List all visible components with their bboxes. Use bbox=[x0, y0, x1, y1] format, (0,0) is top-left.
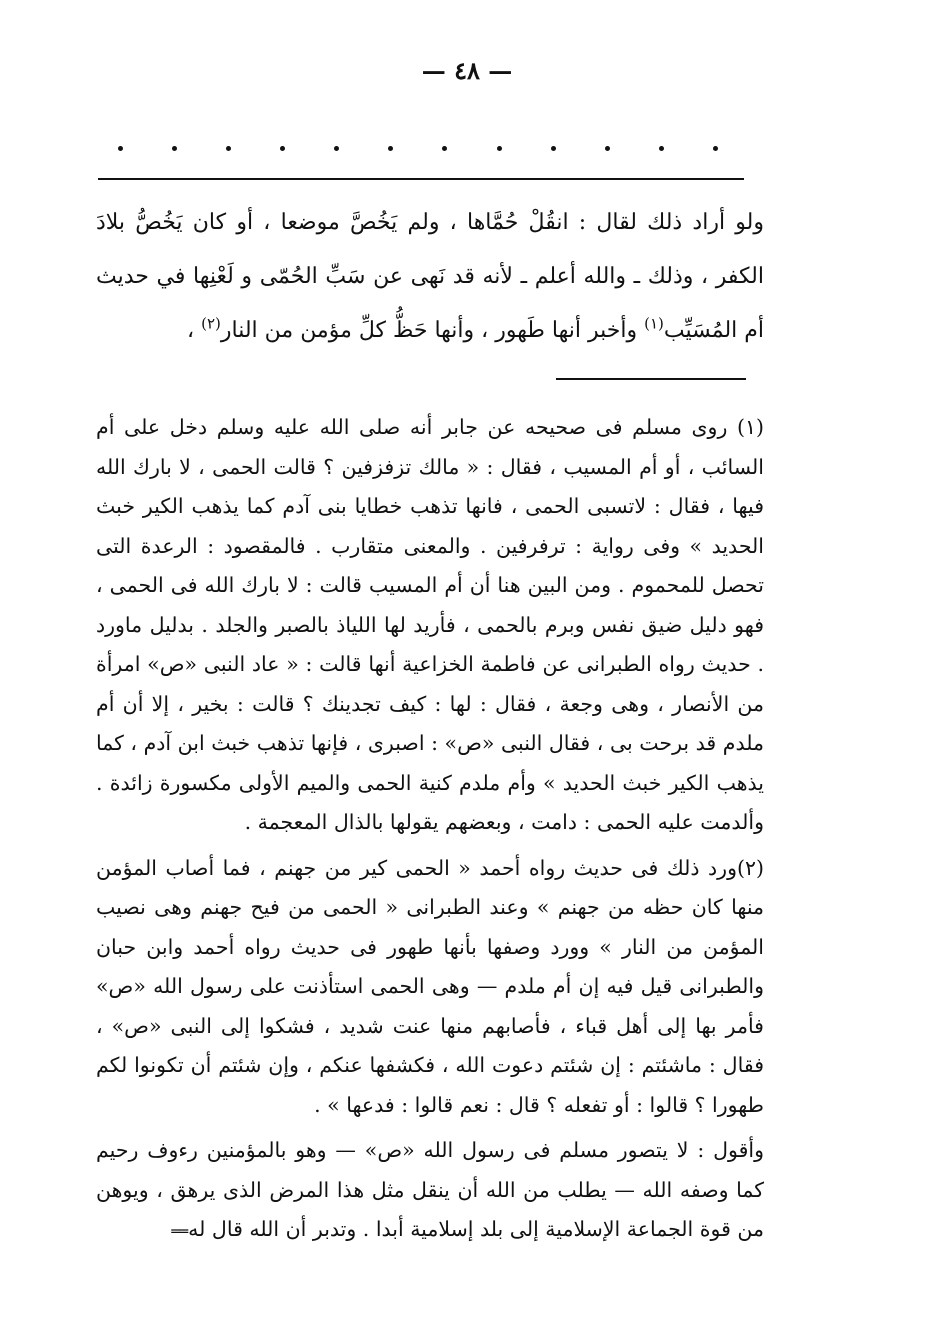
main-text-part: ، bbox=[187, 318, 202, 343]
footnotes-section bbox=[96, 408, 764, 1259]
footnote-2: (٢)ورد ذلك فى حديث رواه أحمد « الحمى كير من جهنم ، فما أصاب المؤمن منها كان حظه من جهنم » وعند الطبرانى « الحمى من فيح جهنم وهى نصيب المؤمن من النار » وورد وصفها بأنها طهور فى حديث رواه أحمد وابن حبان والطبرانى قيل فيه إن أم ملدم — وهى الحمى استأذنت على رسول الله «ص» فأمر بها إلى أهل قباء ، فأصابهم منها عنت شديد ، فشكوا إلى النبى «ص» ، فقال : ماشئتم : إن شئتم دعوت الله ، فكشفها عنكم ، وإن شئتم أن تكونوا لكم طهورا ؟ قالوا : أو تفعله ؟ قال : نعم قالوا : فدعها » . bbox=[96, 855, 764, 1117]
ornament-dot bbox=[172, 146, 177, 151]
ornament-dot bbox=[442, 146, 447, 151]
ornament-dot bbox=[334, 146, 339, 151]
footnote-ref-2[interactable]: (٢) bbox=[201, 314, 221, 333]
footnote-1: (١) روى مسلم فى صحيحه عن جابر أنه صلى الله عليه وسلم دخل على أم السائب ، أو أم المسيب ، فقال : « مالك تزفزفين ؟ قالت الحمى ، لا بارك الله فيها ، فقال : لاتسبى الحمى ، فانها تذهب خطايا بنى آدم كما يذهب الكير خبث الحديد » وفى رواية : ترفرفين . والمعنى متقارب . فالمقصود : الرعدة التى تحصل للمحموم . ومن البين هنا أن أم المسيب قالت : لا بارك الله فى الحمى ، فهو دليل ضيق نفس وبرم بالحمى ، فأريد لها اللياذ بالصبر والجلد . بدليل ماورد . حديث رواه الطبرانى عن فاطمة الخزاعية أنها قالت : « عاد النبى «ص» امرأة من الأنصار ، وهى وجعة ، فقال : لها : كيف تجدينك ؟ قالت : بخير ، إلا أن أم ملدم قد برحت بى ، فقال النبى «ص» : اصبرى ، فإنها تذهب خبث ابن آدم ، كما يذهب الكير خبث الحديد » وأم ملدم كنية الحمى والميم الأولى مكسورة زائدة . وألدمت عليه الحمى : دامت ، وبعضهم يقولها بالذال المعجمة . bbox=[96, 415, 764, 834]
commentary-paragraph: وأقول : لا يتصور مسلم فى رسول الله «ص» — وهو بالمؤمنين رءوف رحيم كما وصفه الله — يطلب من الله أن ينقل مثل هذا المرض الذى يرهق ، ويوهن من قوة الجماعة الإسلامية إلى بلد إسلامية أبدا . وتدبر أن الله قال له ══ bbox=[96, 1131, 764, 1253]
footnote-ref-1[interactable]: (١) bbox=[644, 314, 664, 333]
ornament-dot bbox=[551, 146, 556, 151]
ornament-dot bbox=[280, 146, 285, 151]
ornament-dot bbox=[226, 146, 231, 151]
ornament-dot bbox=[388, 146, 393, 151]
ornament-dot bbox=[497, 146, 502, 151]
ornament-dot bbox=[605, 146, 610, 151]
main-text-part: ولو أراد ذلك لقال : انقُلْ حُمَّاها ، ولم يَخُصَّ موضعا ، أو كان يَخُصُّ بلادَ الكفر ، وذلك ـ والله أعلم ـ لأنه قد نَهى عن سَبِّ الحُمّى و لَعْنِها في حديث أم المُسَيِّب bbox=[96, 210, 764, 343]
ornament-dot bbox=[118, 146, 123, 151]
main-paragraph bbox=[96, 196, 764, 358]
ornamental-dot-row bbox=[118, 146, 718, 154]
top-rule bbox=[98, 178, 744, 180]
ornament-dot bbox=[659, 146, 664, 151]
main-text-part: وأخبر أنها طَهور ، وأنها حَظُّ كلِّ مؤمن من النار bbox=[220, 318, 645, 343]
page-number: — ٤٨ — bbox=[421, 56, 513, 85]
ornament-dot bbox=[713, 146, 718, 151]
footnote-separator bbox=[556, 378, 746, 380]
